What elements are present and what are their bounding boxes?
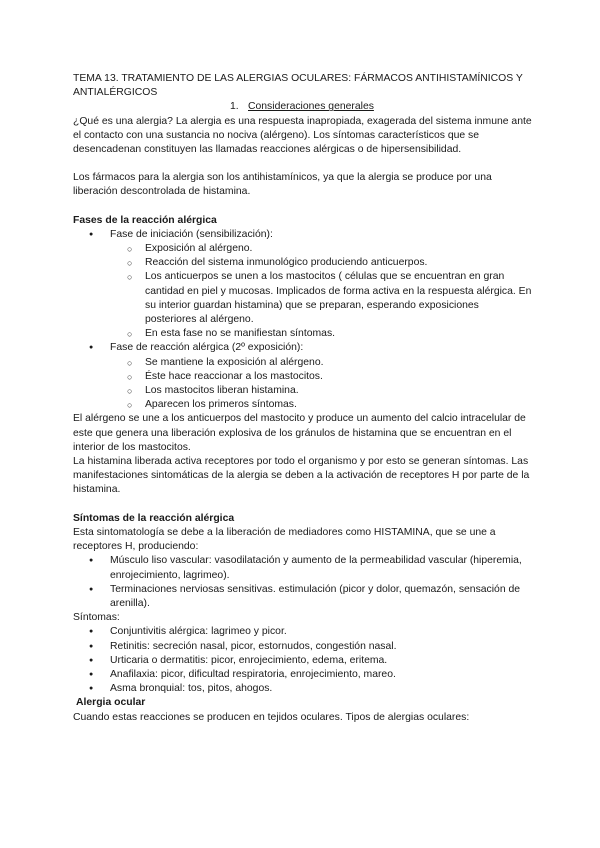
list-item: ○ Aparecen los primeros síntomas. — [73, 398, 533, 412]
list-item: ● Urticaria o dermatitis: picor, enrojecimiento, edema, eritema. — [73, 654, 533, 668]
list-item: ● Músculo liso vascular: vasodilatación y aumento de la permeabilidad vascular (hiperemia, enrojecimiento, lagrimeo). — [73, 554, 533, 582]
list-item: ○ Reacción del sistema inmunológico produciendo anticuerpos. — [73, 256, 533, 270]
fases-list — [73, 228, 533, 413]
intro-paragraph: ¿Qué es una alergia? La alergia es una respuesta inapropiada, exagerada del sistema inmune ante el contacto con una sustancia no nociva (alérgeno). Los síntomas característicos que se desencadenan constituyen las llamadas reacciones alérgicas o de hipersensibilidad. — [73, 115, 532, 156]
sintomas-intro: Esta sintomatología se debe a la liberación de mediadores como HISTAMINA, que se une a receptores H, produciendo: — [73, 526, 496, 553]
list-item: ● Anafilaxia: picor, dificultad respiratoria, enrojecimiento, mareo. — [73, 668, 533, 682]
list-item: ○ Se mantiene la exposición al alérgeno. — [73, 356, 533, 370]
sintomas-label: Síntomas: — [73, 612, 120, 624]
sintomas-list — [73, 625, 533, 696]
list-item: ● Asma bronquial: tos, pitos, ahogos. — [73, 682, 533, 696]
list-item: ○ Éste hace reaccionar a los mastocitos. — [73, 370, 533, 384]
sintomas-mechanism-list — [73, 554, 533, 611]
list-item-label: Fase de reacción alérgica (2º exposición): — [110, 342, 304, 354]
document-title: TEMA 13. TRATAMIENTO DE LAS ALERGIAS OCULARES: FÁRMACOS ANTIHISTAMÍNICOS Y ANTIALÉRGICOS — [73, 73, 523, 99]
sub-list — [73, 356, 533, 413]
list-item: ● Retinitis: secreción nasal, picor, estornudos, congestión nasal. — [73, 640, 533, 654]
list-item-label: Fase de iniciación (sensibilización): — [110, 228, 273, 240]
sintomas-heading: Síntomas de la reacción alérgica — [73, 512, 235, 524]
fases-heading: Fases de la reacción alérgica — [73, 214, 217, 226]
section-heading — [73, 100, 533, 114]
section-number: 1. — [230, 101, 239, 113]
list-item: ● Terminaciones nerviosas sensitivas. estimulación (picor y dolor, quemazón, sensación de arenilla). — [73, 583, 533, 611]
list-item — [73, 341, 533, 412]
fases-paragraph-1: El alérgeno se une a los anticuerpos del mastocito y produce un aumento del calcio intracelular de este que genera una liberación explosiva de los gránulos de histamina que se encuentran en el interior de los mastocitos. — [73, 413, 526, 453]
sub-list — [73, 242, 533, 341]
list-item: ● Conjuntivitis alérgica: lagrimeo y picor. — [73, 625, 533, 639]
document-page — [73, 72, 533, 725]
ocular-paragraph: Cuando estas reacciones se producen en tejidos oculares. Tipos de alergias oculares: — [73, 711, 470, 723]
list-item — [73, 228, 533, 342]
list-item: ○ Los anticuerpos se unen a los mastocitos ( células que se encuentran en gran cantidad en piel y mucosas. Implicados de forma activa en la respuesta alérgica. En su interior guardan histamina) que se preparan, esperando exposiciones posteriores al alérgeno. — [73, 270, 533, 327]
list-item: ○ Exposición al alérgeno. — [73, 242, 533, 256]
list-item: ○ En esta fase no se manifiestan síntomas. — [73, 327, 533, 341]
farmacos-paragraph: Los fármacos para la alergia son los antihistamínicos, ya que la alergia se produce por una liberación descontrolada de histamina. — [73, 172, 492, 198]
list-item: ○ Los mastocitos liberan histamina. — [73, 384, 533, 398]
fases-paragraph-2: La histamina liberada activa receptores por todo el organismo y por esto se generan síntomas. Las manifestaciones sintomáticas de la alergia se deben a la activación de receptores H por parte de la histamina. — [73, 456, 530, 496]
ocular-heading: Alergia ocular — [76, 697, 146, 709]
section-title: Consideraciones generales — [248, 101, 374, 113]
